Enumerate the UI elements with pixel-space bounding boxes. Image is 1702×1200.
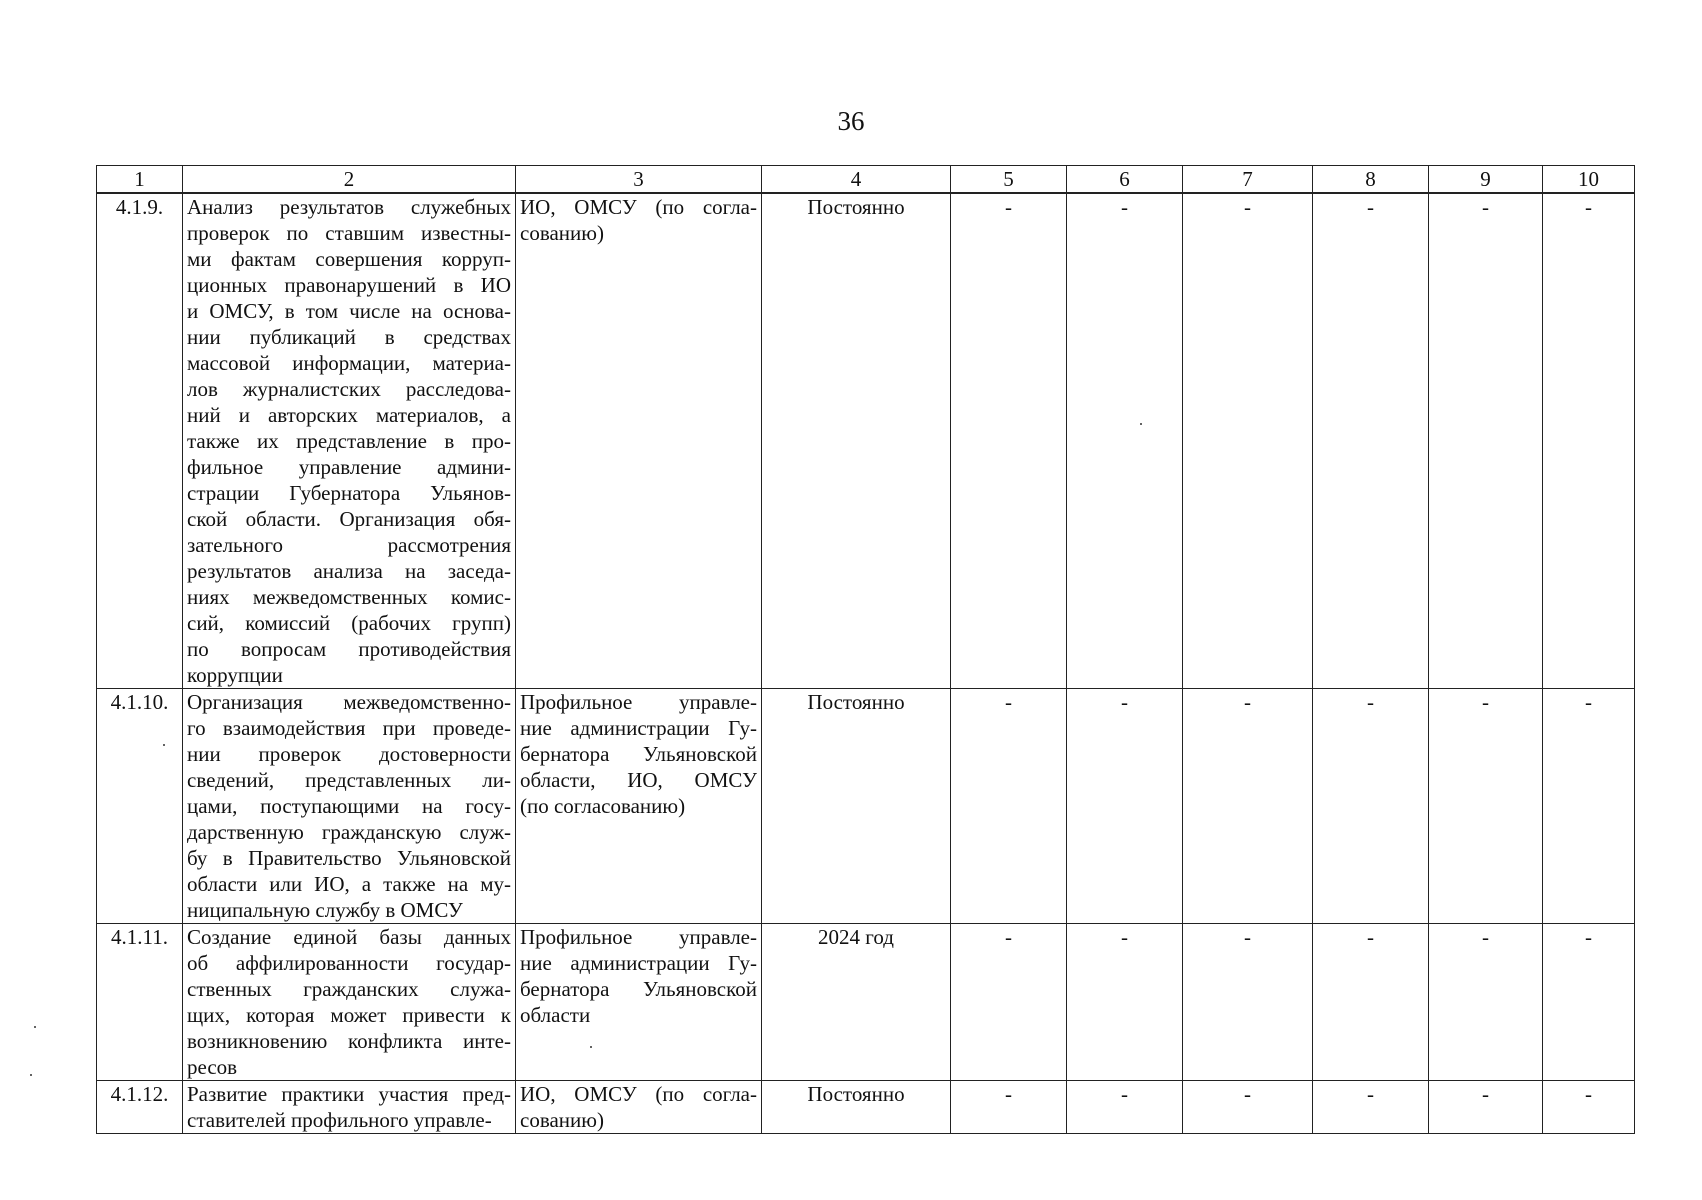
text-line: сий, комиссий (рабочих групп) xyxy=(187,611,511,635)
text-line: ние администрации Гу- xyxy=(520,951,757,975)
column-header-5: 5 xyxy=(951,166,1067,194)
value-cell: - xyxy=(1313,1081,1429,1134)
scan-speck xyxy=(34,1026,36,1028)
text-line: Организация межведомственно- xyxy=(187,690,511,714)
value-cell: - xyxy=(1183,924,1313,1081)
text-line: области или ИО, а также на му- xyxy=(187,872,511,896)
item-number: 4.1.9. xyxy=(97,193,183,689)
text-line: массовой информации, материа- xyxy=(187,351,511,375)
column-header-6: 6 xyxy=(1067,166,1183,194)
text-line: также их представление в про- xyxy=(187,429,511,453)
value-cell: - xyxy=(951,1081,1067,1134)
text-line: фильное управление админи- xyxy=(187,455,511,479)
item-term: Постоянно xyxy=(762,689,951,924)
text-line: Создание единой базы данных xyxy=(187,925,511,949)
item-description xyxy=(183,924,516,1081)
text-line: об аффилированности государ- xyxy=(187,951,511,975)
column-header-8: 8 xyxy=(1313,166,1429,194)
table-row xyxy=(97,193,1635,689)
table-row xyxy=(97,1081,1635,1134)
text-line: дарственную гражданскую служ- xyxy=(187,820,511,844)
value-cell: - xyxy=(1067,1081,1183,1134)
page-number: 36 xyxy=(837,106,865,136)
text-line: сведений, представленных ли- xyxy=(187,768,511,792)
value-cell: - xyxy=(1183,193,1313,689)
text-line: Профильное управле- xyxy=(520,690,757,714)
column-number-row xyxy=(97,166,1635,194)
value-cell: - xyxy=(1543,1081,1635,1134)
text-line: нии публикаций в средствах xyxy=(187,325,511,349)
text-line: ми фактам совершения корруп- xyxy=(187,247,511,271)
value-cell: - xyxy=(1429,689,1543,924)
item-number: 4.1.12. xyxy=(97,1081,183,1134)
value-cell: - xyxy=(1183,689,1313,924)
text-line: щих, которая может привести к xyxy=(187,1003,511,1027)
text-line: по вопросам противодействия xyxy=(187,637,511,661)
text-line: зательного рассмотрения xyxy=(187,533,511,557)
text-line: и ОМСУ, в том числе на основа- xyxy=(187,299,511,323)
item-responsible xyxy=(516,193,762,689)
value-cell: - xyxy=(1543,193,1635,689)
text-line: нии проверок достоверности xyxy=(187,742,511,766)
text-line: ственных гражданских служа- xyxy=(187,977,511,1001)
item-description xyxy=(183,689,516,924)
text-line: лов журналистских расследова- xyxy=(187,377,511,401)
item-number: 4.1.10. xyxy=(97,689,183,924)
value-cell: - xyxy=(1313,193,1429,689)
column-header-10: 10 xyxy=(1543,166,1635,194)
text-line: коррупции xyxy=(187,663,283,687)
scan-speck xyxy=(30,1074,32,1076)
text-line: ние администрации Гу- xyxy=(520,716,757,740)
value-cell: - xyxy=(1543,689,1635,924)
text-line: области, ИО, ОМСУ xyxy=(520,768,757,792)
value-cell: - xyxy=(1183,1081,1313,1134)
text-line: ИО, ОМСУ (по согла- xyxy=(520,1082,757,1106)
text-line: ний и авторских материалов, а xyxy=(187,403,511,427)
column-header-7: 7 xyxy=(1183,166,1313,194)
text-line: ИО, ОМСУ (по согла- xyxy=(520,195,757,219)
item-description xyxy=(183,193,516,689)
value-cell: - xyxy=(1067,193,1183,689)
item-responsible xyxy=(516,924,762,1081)
value-cell: - xyxy=(1313,689,1429,924)
item-term: Постоянно xyxy=(762,1081,951,1134)
text-line: цами, поступающими на госу- xyxy=(187,794,511,818)
text-line: проверок по ставшим известны- xyxy=(187,221,511,245)
value-cell: - xyxy=(1429,1081,1543,1134)
text-line: сованию) xyxy=(520,1108,604,1132)
column-header-2: 2 xyxy=(183,166,516,194)
item-responsible xyxy=(516,689,762,924)
text-line: результатов анализа на заседа- xyxy=(187,559,511,583)
text-line: ционных правонарушений в ИО xyxy=(187,273,511,297)
text-line: сованию) xyxy=(520,221,604,245)
value-cell: - xyxy=(1429,924,1543,1081)
text-line: ставителей профильного управле- xyxy=(187,1108,492,1132)
text-line: бернатора Ульяновской xyxy=(520,742,757,766)
text-line: го взаимодействия при проведе- xyxy=(187,716,511,740)
value-cell: - xyxy=(1429,193,1543,689)
column-header-1: 1 xyxy=(97,166,183,194)
value-cell: - xyxy=(1543,924,1635,1081)
text-line: бу в Правительство Ульяновской xyxy=(187,846,511,870)
table-row xyxy=(97,924,1635,1081)
text-line: возникновению конфликта инте- xyxy=(187,1029,511,1053)
text-line: бернатора Ульяновской xyxy=(520,977,757,1001)
scan-speck xyxy=(1140,423,1142,425)
scan-speck xyxy=(590,1046,592,1048)
item-term: 2024 год xyxy=(762,924,951,1081)
measures-table xyxy=(96,165,1635,1134)
value-cell: - xyxy=(1067,689,1183,924)
scan-speck xyxy=(163,744,165,746)
text-line: страции Губернатора Ульянов- xyxy=(187,481,511,505)
text-line: ресов xyxy=(187,1055,238,1079)
column-header-4: 4 xyxy=(762,166,951,194)
table-row xyxy=(97,689,1635,924)
text-line: ской области. Организация обя- xyxy=(187,507,511,531)
value-cell: - xyxy=(951,924,1067,1081)
text-line: ниципальную службу в ОМСУ xyxy=(187,898,463,922)
item-number: 4.1.11. xyxy=(97,924,183,1081)
text-line: (по согласованию) xyxy=(520,794,686,818)
text-line: Анализ результатов служебных xyxy=(187,195,511,219)
column-header-9: 9 xyxy=(1429,166,1543,194)
item-responsible xyxy=(516,1081,762,1134)
value-cell: - xyxy=(1313,924,1429,1081)
column-header-3: 3 xyxy=(516,166,762,194)
item-description xyxy=(183,1081,516,1134)
item-term: Постоянно xyxy=(762,193,951,689)
value-cell: - xyxy=(951,689,1067,924)
text-line: Развитие практики участия пред- xyxy=(187,1082,511,1106)
value-cell: - xyxy=(951,193,1067,689)
value-cell: - xyxy=(1067,924,1183,1081)
text-line: области xyxy=(520,1003,591,1027)
text-line: Профильное управле- xyxy=(520,925,757,949)
text-line: ниях межведомственных комис- xyxy=(187,585,511,609)
